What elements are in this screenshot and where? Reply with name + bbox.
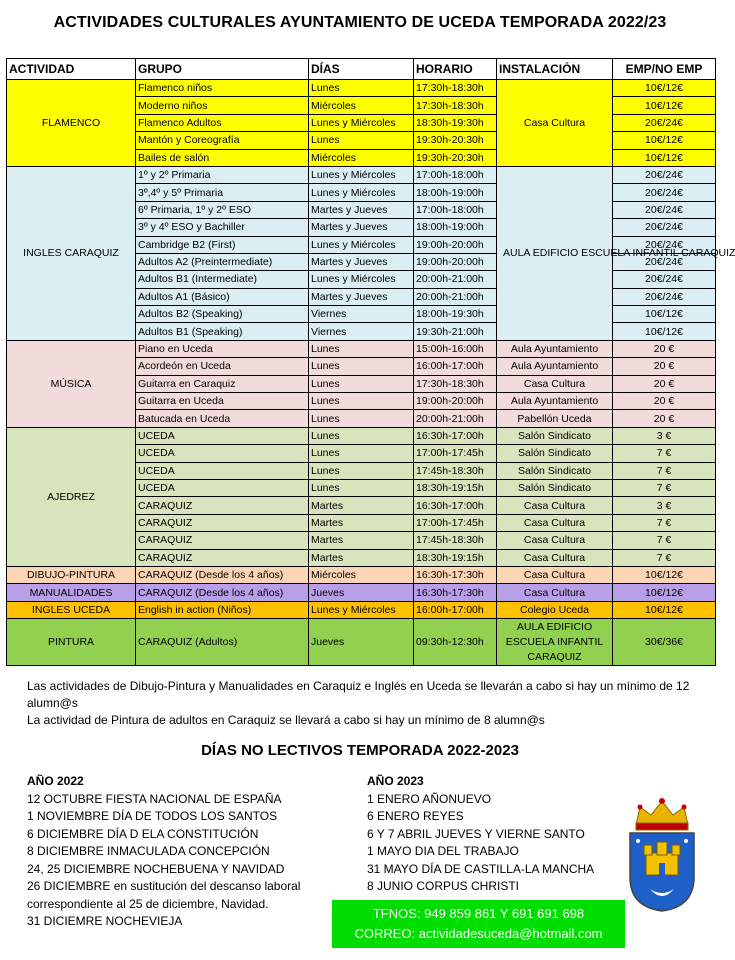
installation-cell: Salón Sindicato [497, 479, 613, 496]
group-cell: English in action (Niños) [136, 601, 309, 618]
days-cell: Martes [309, 514, 414, 531]
time-cell: 18:00h-19:30h [414, 306, 497, 323]
days-cell: Jueves [309, 619, 414, 666]
time-cell: 16:30h-17:00h [414, 427, 497, 444]
price-cell: 10€/12€ [613, 584, 716, 601]
holiday-item: 8 DICIEMBRE INMACULADA CONCEPCIÓN [27, 844, 270, 858]
days-cell: Miércoles [309, 97, 414, 114]
days-cell: Martes [309, 549, 414, 566]
time-cell: 09:30h-12:30h [414, 619, 497, 666]
group-cell: UCEDA [136, 462, 309, 479]
installation-cell: Salón Sindicato [497, 427, 613, 444]
days-cell: Jueves [309, 584, 414, 601]
holiday-item: 12 OCTUBRE FIESTA NACIONAL DE ESPAÑA [27, 791, 282, 806]
time-cell: 16:00h-17:00h [414, 601, 497, 618]
activities-table [6, 58, 735, 666]
activity-cell: FLAMENCO [7, 80, 136, 167]
days-cell: Martes [309, 497, 414, 514]
days-cell: Lunes [309, 462, 414, 479]
installation-cell: Casa Cultura [497, 584, 613, 601]
group-cell: Bailes de salón [136, 149, 309, 166]
installation-cell: Casa Cultura [497, 80, 613, 167]
time-cell: 20:00h-21:00h [414, 288, 497, 305]
price-cell: 7 € [613, 549, 716, 566]
activity-cell: INGLES UCEDA [7, 601, 136, 618]
days-cell: Lunes [309, 132, 414, 149]
days-cell: Martes y Jueves [309, 201, 414, 218]
group-cell: CARAQUIZ (Desde los 4 años) [136, 566, 309, 583]
time-cell: 17:00h-18:00h [414, 201, 497, 218]
days-cell: Lunes [309, 340, 414, 357]
installation-cell: Pabellón Uceda [497, 410, 613, 427]
installation-cell: Casa Cultura [497, 497, 613, 514]
group-cell: Batucada en Uceda [136, 410, 309, 427]
group-cell: CARAQUIZ [136, 532, 309, 549]
table-row [7, 566, 716, 583]
time-cell: 18:00h-19:00h [414, 184, 497, 201]
price-cell: 7 € [613, 462, 716, 479]
time-cell: 16:30h-17:30h [414, 566, 497, 583]
price-cell: 10€/12€ [613, 80, 716, 97]
price-cell: 10€/12€ [613, 601, 716, 618]
holiday-item: 31 DICIEMRE NOCHEVIEJA [27, 914, 183, 928]
group-cell: 3º y 4º ESO y Bachiller [136, 219, 309, 236]
price-cell: 20€/24€ [613, 236, 716, 253]
group-cell: 6º Primaria, 1º y 2º ESO [136, 201, 309, 218]
price-cell: 20 € [613, 410, 716, 427]
time-cell: 17:30h-18:30h [414, 97, 497, 114]
price-cell: 20€/24€ [613, 288, 716, 305]
price-cell: 7 € [613, 532, 716, 549]
coat-of-arms-icon [624, 795, 700, 913]
installation-cell: Casa Cultura [497, 375, 613, 392]
installation-cell: Salón Sindicato [497, 462, 613, 479]
document-title: ACTIVIDADES CULTURALES AYUNTAMIENTO DE UCEDA TEMPORADA 2022/23 [53, 14, 667, 31]
group-cell: Piano en Uceda [136, 340, 309, 357]
note-line: La actividad de Pintura de adultos en Caraquiz se llevará a cabo si hay un mínimo de 8 alumn@s [27, 713, 545, 727]
time-cell: 18:30h-19:30h [414, 114, 497, 131]
holiday-item: 6 DICIEMBRE DÍA D ELA CONSTITUCIÓN [27, 826, 259, 841]
activity-cell: MANUALIDADES [7, 584, 136, 601]
group-cell: Adultos B1 (Speaking) [136, 323, 309, 340]
price-cell: 10€/12€ [613, 97, 716, 114]
group-cell: Guitarra en Uceda [136, 393, 309, 410]
installation-cell: AULA EDIFICIO ESCUELA INFANTIL CARAQUIZ [497, 619, 613, 666]
notes [27, 678, 707, 729]
activity-cell: AJEDREZ [7, 427, 136, 566]
group-cell: Flamenco niños [136, 80, 309, 97]
time-cell: 18:00h-19:00h [414, 219, 497, 236]
group-cell: Mantón y Coreografía [136, 132, 309, 149]
table-row [7, 340, 716, 357]
time-cell: 17:30h-18:30h [414, 80, 497, 97]
time-cell: 15:00h-16:00h [414, 340, 497, 357]
header-precio: EMP/NO EMP [613, 59, 716, 80]
days-cell: Lunes [309, 410, 414, 427]
holiday-item: 6 ENERO REYES [367, 809, 464, 823]
price-cell: 20€/24€ [613, 219, 716, 236]
group-cell: Cambridge B2 (First) [136, 236, 309, 253]
group-cell: UCEDA [136, 445, 309, 462]
days-cell: Lunes y Miércoles [309, 271, 414, 288]
table-row [7, 80, 716, 97]
days-cell: Lunes y Miércoles [309, 166, 414, 183]
group-cell: Adultos B1 (Intermediate) [136, 271, 309, 288]
group-cell: UCEDA [136, 427, 309, 444]
days-cell: Martes [309, 532, 414, 549]
days-cell: Lunes [309, 375, 414, 392]
days-cell: Lunes [309, 80, 414, 97]
installation-cell: Salón Sindicato [497, 445, 613, 462]
price-cell: 20€/24€ [613, 201, 716, 218]
days-cell: Lunes [309, 427, 414, 444]
days-cell: Lunes [309, 358, 414, 375]
price-cell: 3 € [613, 427, 716, 444]
time-cell: 18:30h-19:15h [414, 549, 497, 566]
time-cell: 20:00h-21:00h [414, 271, 497, 288]
group-cell: CARAQUIZ [136, 549, 309, 566]
time-cell: 19:00h-20:00h [414, 393, 497, 410]
days-cell: Martes y Jueves [309, 219, 414, 236]
time-cell: 17:45h-18:30h [414, 462, 497, 479]
price-cell: 7 € [613, 445, 716, 462]
header-dias: DÍAS [309, 59, 414, 80]
group-cell: CARAQUIZ (Adultos) [136, 619, 309, 666]
time-cell: 20:00h-21:00h [414, 410, 497, 427]
price-cell: 20 € [613, 393, 716, 410]
time-cell: 19:30h-20:30h [414, 132, 497, 149]
table-header-row [7, 59, 716, 80]
price-cell: 10€/12€ [613, 306, 716, 323]
holiday-item: 24, 25 DICIEMBRE NOCHEBUENA Y NAVIDAD [27, 861, 285, 876]
days-cell: Lunes y Miércoles [309, 236, 414, 253]
days-cell: Viernes [309, 306, 414, 323]
contact-box [332, 900, 625, 948]
holidays-2022 [27, 773, 337, 931]
days-cell: Lunes y Miércoles [309, 184, 414, 201]
contact-email[interactable]: CORREO: actividadesuceda@hotmail.com [354, 926, 603, 941]
year-heading: AÑO 2022 [27, 774, 84, 788]
installation-cell: Aula Ayuntamiento [497, 340, 613, 357]
price-cell: 7 € [613, 514, 716, 531]
price-cell: 20 € [613, 375, 716, 392]
table-row [7, 166, 716, 183]
days-cell: Martes y Jueves [309, 253, 414, 270]
group-cell: 3º,4º y 5º Primaria [136, 184, 309, 201]
days-cell: Lunes [309, 445, 414, 462]
time-cell: 16:30h-17:00h [414, 497, 497, 514]
group-cell: Adultos A1 (Básico) [136, 288, 309, 305]
group-cell: Adultos A2 (Preintermediate) [136, 253, 309, 270]
price-cell: 10€/12€ [613, 323, 716, 340]
price-cell: 10€/12€ [613, 132, 716, 149]
table-row [7, 601, 716, 618]
activity-cell: DIBUJO-PINTURA [7, 566, 136, 583]
group-cell: CARAQUIZ (Desde los 4 años) [136, 584, 309, 601]
note-line: Las actividades de Dibujo-Pintura y Manualidades en Caraquiz e Inglés en Uceda se llevarán a cabo si hay un mínimo de 12 alumn@s [27, 679, 690, 710]
time-cell: 18:30h-19:15h [414, 479, 497, 496]
price-cell: 20€/24€ [613, 271, 716, 288]
header-actividad: ACTIVIDAD [7, 59, 136, 80]
installation-cell: Aula Ayuntamiento [497, 393, 613, 410]
time-cell: 17:00h-18:00h [414, 166, 497, 183]
holiday-item: 1 MAYO DIA DEL TRABAJO [367, 844, 519, 858]
holiday-item: 1 NOVIEMBRE DÍA DE TODOS LOS SANTOS [27, 809, 278, 823]
installation-cell: AULA EDIFICIO ESCUELA INFANTIL CARAQUIZ [497, 166, 613, 340]
price-cell: 20€/24€ [613, 184, 716, 201]
installation-cell: Aula Ayuntamiento [497, 358, 613, 375]
days-cell: Lunes [309, 393, 414, 410]
table-row [7, 584, 716, 601]
days-cell: Miércoles [309, 149, 414, 166]
contact-phones: TFNOS: 949 859 861 Y 691 691 698 [372, 906, 585, 921]
group-cell: CARAQUIZ [136, 497, 309, 514]
time-cell: 17:30h-18:30h [414, 375, 497, 392]
holidays-title: DÍAS NO LECTIVOS TEMPORADA 2022-2023 [201, 742, 519, 759]
group-cell: Acordeón en Uceda [136, 358, 309, 375]
holiday-item: 1 ENERO AÑONUEVO [367, 791, 492, 806]
installation-cell: Casa Cultura [497, 549, 613, 566]
installation-cell: Casa Cultura [497, 566, 613, 583]
time-cell: 17:00h-17:45h [414, 445, 497, 462]
days-cell: Miércoles [309, 566, 414, 583]
installation-cell: Casa Cultura [497, 514, 613, 531]
group-cell: Moderno niños [136, 97, 309, 114]
time-cell: 19:30h-21:00h [414, 323, 497, 340]
header-grupo: GRUPO [136, 59, 309, 80]
header-horario: HORARIO [414, 59, 497, 80]
price-cell: 20€/24€ [613, 253, 716, 270]
holiday-item: 26 DICIEMBRE en sustitución del descanso laboral correspondiente al 25 de diciembre, Navidad. [27, 879, 301, 911]
days-cell: Martes y Jueves [309, 288, 414, 305]
year-heading: AÑO 2023 [367, 774, 424, 788]
days-cell: Lunes y Miércoles [309, 114, 414, 131]
group-cell: Flamenco Adultos [136, 114, 309, 131]
days-cell: Lunes [309, 479, 414, 496]
days-cell: Viernes [309, 323, 414, 340]
price-cell: 10€/12€ [613, 149, 716, 166]
activity-cell: PINTURA [7, 619, 136, 666]
activity-cell: MÚSICA [7, 340, 136, 427]
time-cell: 16:00h-17:00h [414, 358, 497, 375]
holiday-item: 6 Y 7 ABRIL JUEVES Y VIERNE SANTO [367, 826, 585, 841]
price-cell: 20€/24€ [613, 166, 716, 183]
price-cell: 20 € [613, 358, 716, 375]
group-cell: UCEDA [136, 479, 309, 496]
time-cell: 19:30h-20:30h [414, 149, 497, 166]
days-cell: Lunes y Miércoles [309, 601, 414, 618]
table-row [7, 427, 716, 444]
group-cell: 1º y 2º Primaria [136, 166, 309, 183]
holidays-2023 [367, 773, 627, 896]
table-row [7, 619, 716, 666]
price-cell: 7 € [613, 479, 716, 496]
time-cell: 17:45h-18:30h [414, 532, 497, 549]
price-cell: 3 € [613, 497, 716, 514]
price-cell: 30€/36€ [613, 619, 716, 666]
group-cell: Guitarra en Caraquiz [136, 375, 309, 392]
price-cell: 10€/12€ [613, 566, 716, 583]
time-cell: 16:30h-17:30h [414, 584, 497, 601]
holiday-item: 8 JUNIO CORPUS CHRISTI [367, 879, 520, 893]
installation-cell: Colegio Uceda [497, 601, 613, 618]
time-cell: 19:00h-20:00h [414, 236, 497, 253]
time-cell: 17:00h-17:45h [414, 514, 497, 531]
activity-cell: INGLES CARAQUIZ [7, 166, 136, 340]
time-cell: 19:00h-20:00h [414, 253, 497, 270]
price-cell: 20 € [613, 340, 716, 357]
price-cell: 20€/24€ [613, 114, 716, 131]
installation-cell: Casa Cultura [497, 532, 613, 549]
group-cell: Adultos B2 (Speaking) [136, 306, 309, 323]
group-cell: CARAQUIZ [136, 514, 309, 531]
holiday-item: 31 MAYO DÍA DE CASTILLA-LA MANCHA [367, 861, 595, 876]
header-instalacion: INSTALACIÓN [497, 59, 613, 80]
